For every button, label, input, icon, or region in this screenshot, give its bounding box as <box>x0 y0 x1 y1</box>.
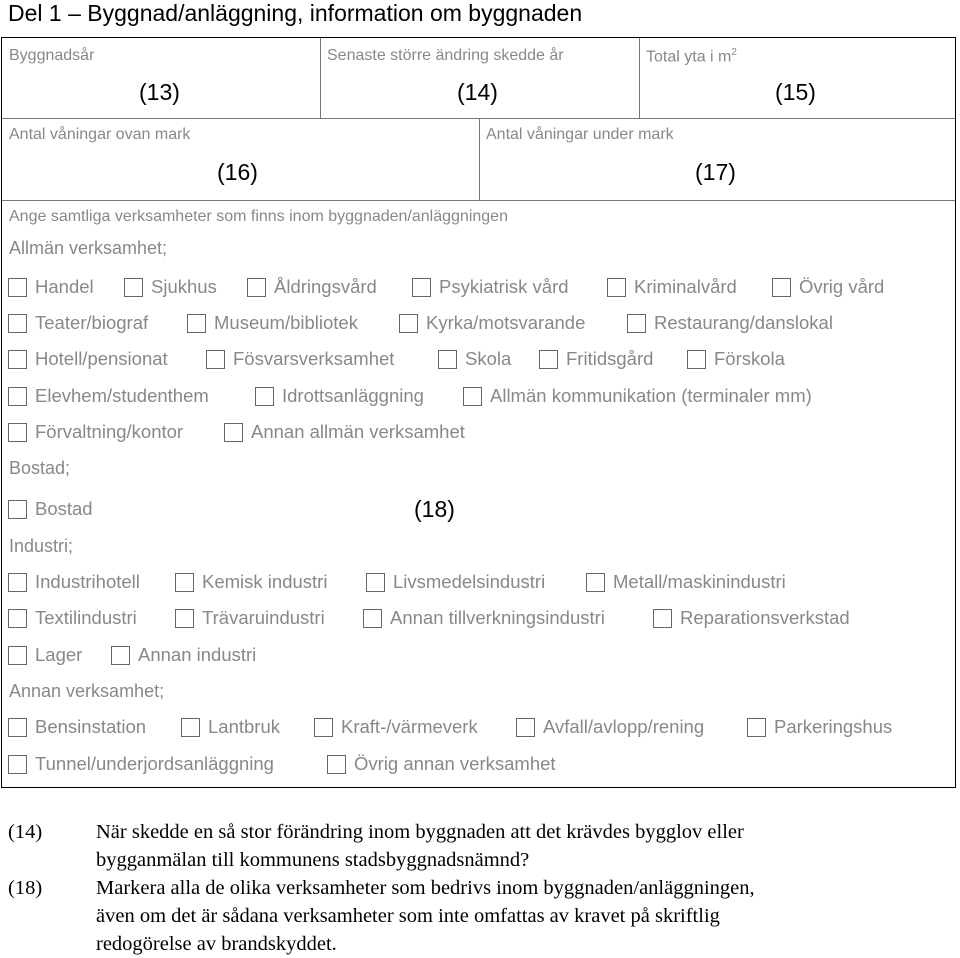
checkbox-label: Annan industri <box>138 644 257 665</box>
field-label: Senaste större ändring skedde år <box>327 47 564 64</box>
checkbox-label: Förvaltning/kontor <box>35 421 184 442</box>
category-heading-industri: Industri; <box>9 536 74 556</box>
checkbox-label: Elevhem/studenthem <box>35 385 209 406</box>
checkbox-label: Övrig annan verksamhet <box>354 753 556 774</box>
checkbox-label: Fösvarsverksamhet <box>233 348 395 369</box>
footnotes <box>8 818 953 958</box>
footnote-text <box>96 874 953 958</box>
checkbox-square[interactable] <box>8 718 27 737</box>
checkbox-square[interactable] <box>399 314 418 333</box>
checkbox-square[interactable] <box>8 755 27 774</box>
footnote-text <box>96 818 953 874</box>
checkbox-label: Restaurang/danslokal <box>654 312 833 333</box>
checkbox-label: Förskola <box>714 348 785 369</box>
field-code: (13) <box>139 79 180 105</box>
checkbox-label: Bensinstation <box>35 716 147 737</box>
checkbox-square[interactable] <box>8 609 27 628</box>
checkbox-label: Lantbruk <box>208 716 280 737</box>
checkbox-square[interactable] <box>124 278 143 297</box>
checkbox-square[interactable] <box>314 718 333 737</box>
checkbox-label: Allmän kommunikation (terminaler mm) <box>490 385 812 406</box>
checkbox-label: Museum/bibliotek <box>214 312 358 333</box>
section-code: (18) <box>414 496 455 522</box>
checkbox-label: Annan tillverkningsindustri <box>390 607 605 628</box>
checkbox-square[interactable] <box>463 387 482 406</box>
checkbox-square[interactable] <box>8 278 27 297</box>
checkbox-square[interactable] <box>327 755 346 774</box>
checkbox-label: Fritidsgård <box>566 348 654 369</box>
checkbox-square[interactable] <box>627 314 646 333</box>
checkbox-label: Textilindustri <box>35 607 137 628</box>
footnote-line: även om det är sådana verksamheter som inte omfattas av kravet på skriftlig <box>96 905 720 927</box>
building-form <box>1 37 956 788</box>
checkbox-square[interactable] <box>8 646 27 665</box>
checkbox-label: Kyrka/motsvarande <box>426 312 586 333</box>
instruction-text: Ange samtliga verksamheter som finns inom byggnaden/anläggningen <box>9 208 508 225</box>
field-code: (15) <box>775 79 816 105</box>
divider <box>479 118 480 200</box>
checkbox-label: Industrihotell <box>35 571 140 592</box>
field-code: (14) <box>457 79 498 105</box>
checkbox-label: Reparationsverkstad <box>680 607 850 628</box>
checkbox-square[interactable] <box>8 573 27 592</box>
divider <box>320 38 321 118</box>
checkbox-square[interactable] <box>8 314 27 333</box>
checkbox-square[interactable] <box>8 500 27 519</box>
checkbox-label: Kemisk industri <box>202 571 328 592</box>
field-code: (17) <box>695 159 736 185</box>
checkbox-label: Avfall/avlopp/rening <box>543 716 705 737</box>
checkbox-square[interactable] <box>224 423 243 442</box>
footnote <box>8 818 953 874</box>
checkbox-square[interactable] <box>772 278 791 297</box>
checkbox-square[interactable] <box>8 423 27 442</box>
category-heading-allman: Allmän verksamhet; <box>9 238 168 258</box>
checkbox-label: Övrig vård <box>799 276 885 297</box>
field-label: Total yta i $m^2$ <box>646 47 737 66</box>
checkbox-label: Annan allmän verksamhet <box>251 421 465 442</box>
checkbox-square[interactable] <box>363 609 382 628</box>
checkbox-label: Parkeringshus <box>774 716 893 737</box>
footnote-number: (14) <box>8 821 43 843</box>
checkbox-label: Kraft-/värmeverk <box>341 716 478 737</box>
checkbox-square[interactable] <box>187 314 206 333</box>
checkbox-square[interactable] <box>747 718 766 737</box>
checkbox-label: Livsmedelsindustri <box>393 571 546 592</box>
checkbox-label: Handel <box>35 276 94 297</box>
checkbox-square[interactable] <box>438 350 457 369</box>
checkbox-square[interactable] <box>586 573 605 592</box>
checkbox-square[interactable] <box>175 573 194 592</box>
checkbox-square[interactable] <box>175 609 194 628</box>
category-heading-bostad: Bostad; <box>9 458 71 478</box>
field-label: Antal våningar ovan mark <box>9 126 191 143</box>
footnote-line: När skedde en så stor förändring inom byggnaden att det krävdes bygglov eller <box>96 821 744 843</box>
checkbox-label: Kriminalvård <box>634 276 737 297</box>
checkbox-square[interactable] <box>516 718 535 737</box>
checkbox-label: Psykiatrisk vård <box>439 276 569 297</box>
checkbox-label: Trävaruindustri <box>202 607 325 628</box>
footnote-line: redogörelse av brandskyddet. <box>96 933 337 955</box>
checkbox-label: Skola <box>465 348 512 369</box>
checkbox-label: Hotell/pensionat <box>35 348 168 369</box>
checkbox-label: Teater/biograf <box>35 312 149 333</box>
checkbox-square[interactable] <box>206 350 225 369</box>
checkbox-label: Åldringsvård <box>274 276 377 297</box>
field-label: Antal våningar under mark <box>486 126 674 143</box>
checkbox-square[interactable] <box>181 718 200 737</box>
category-heading-annan: Annan verksamhet; <box>9 681 165 701</box>
checkbox-square[interactable] <box>8 350 27 369</box>
checkbox-label: Sjukhus <box>151 276 217 297</box>
checkbox-label: Lager <box>35 644 83 665</box>
checkbox-square[interactable] <box>653 609 672 628</box>
checkbox-square[interactable] <box>111 646 130 665</box>
checkbox-label: Metall/maskinindustri <box>613 571 786 592</box>
checkbox-square[interactable] <box>412 278 431 297</box>
checkbox-square[interactable] <box>687 350 706 369</box>
checkbox-square[interactable] <box>247 278 266 297</box>
checkbox-label: Idrottsanläggning <box>282 385 424 406</box>
checkbox-square[interactable] <box>607 278 626 297</box>
divider <box>639 38 640 118</box>
footnote-line: Markera alla de olika verksamheter som bedrivs inom byggnaden/anläggningen, <box>96 877 755 899</box>
checkbox-square[interactable] <box>255 387 274 406</box>
checkbox-square[interactable] <box>366 573 385 592</box>
footnote-number: (18) <box>8 877 43 899</box>
checkbox-square[interactable] <box>539 350 558 369</box>
field-label: Byggnadsår <box>9 47 95 64</box>
page-title: Del 1 – Byggnad/anläggning, information om byggnaden <box>8 0 583 26</box>
checkbox-label: Tunnel/underjordsanläggning <box>35 753 274 774</box>
field-code: (16) <box>217 159 258 185</box>
checkbox-label: Bostad <box>35 498 93 519</box>
checkbox-square[interactable] <box>8 387 27 406</box>
footnote-line: bygganmälan till kommunens stadsbyggnadsnämnd? <box>96 849 530 871</box>
divider <box>2 200 955 201</box>
footnote <box>8 874 953 958</box>
